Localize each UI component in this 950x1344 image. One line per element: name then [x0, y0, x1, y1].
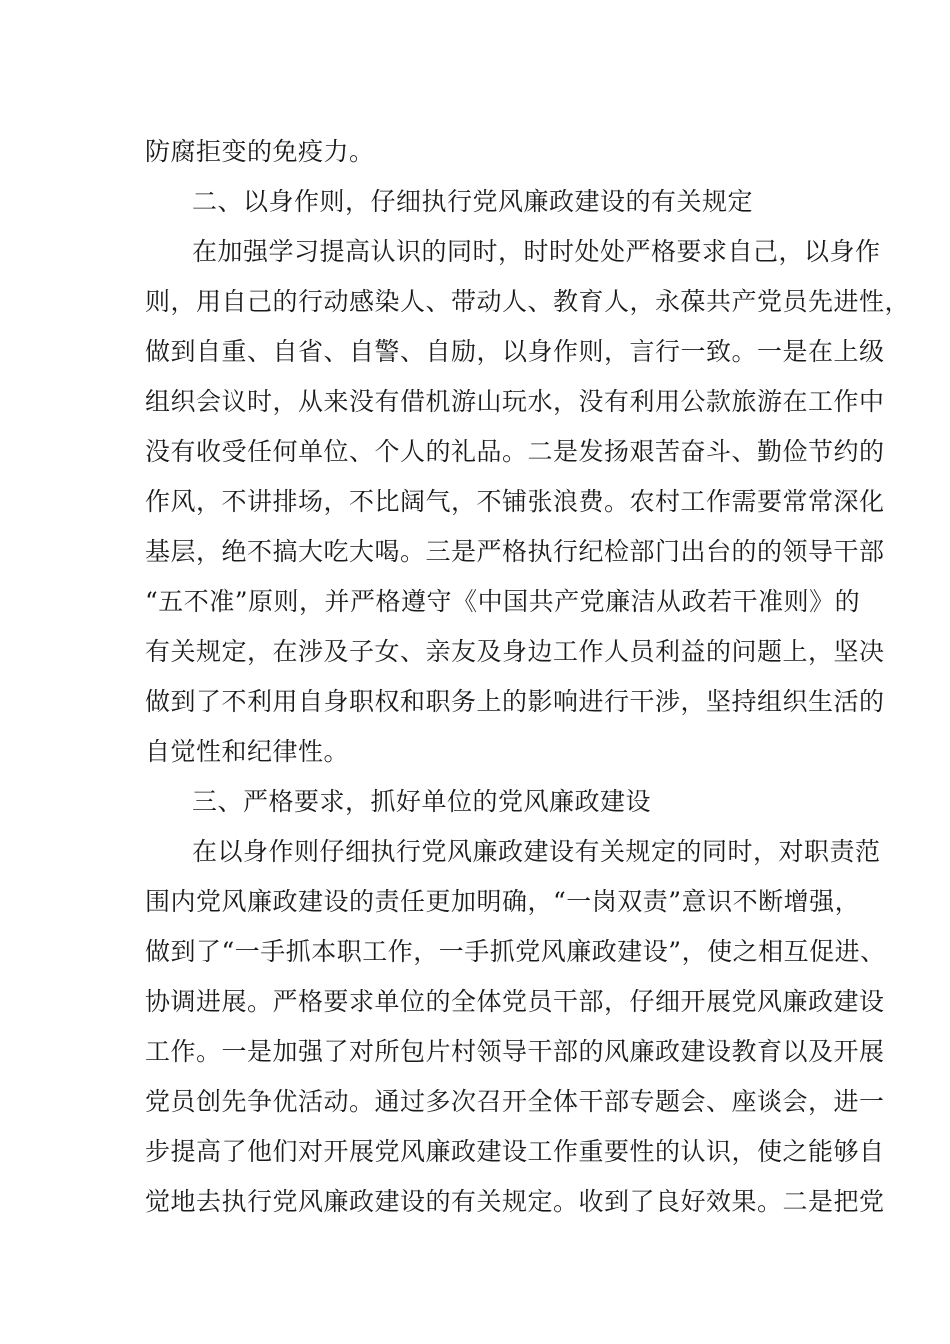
text-line: 组织会议时，从来没有借机游山玩水，没有利用公款旅游在工作中: [145, 387, 885, 416]
text-line: 没有收受任何单位、个人的礼品。二是发扬艰苦奋斗、勤俭节约的: [145, 437, 885, 466]
text-line: 围内党风廉政建设的责任更加明确，“一岗双责”意识不断增强，: [145, 887, 861, 916]
text-line: 在以身作则仔细执行党风廉政建设有关规定的同时，对职责范: [192, 837, 881, 866]
text-line: “五不准”原则，并严格遵守《中国共产党廉洁从政若干准则》的: [145, 587, 861, 616]
text-line: 协调进展。严格要求单位的全体党员干部，仔细开展党风廉政建设: [145, 987, 885, 1016]
text-line: 做到自重、自省、自警、自励，以身作则，言行一致。一是在上级: [145, 337, 885, 366]
text-line: 步提高了他们对开展党风廉政建设工作重要性的认识，使之能够自: [145, 1137, 885, 1166]
text-line: 做到了不利用自身职权和职务上的影响进行干涉，坚持组织生活的: [145, 687, 885, 716]
text-line: 则，用自己的行动感染人、带动人、教育人，永葆共产党员先进性，: [145, 287, 911, 316]
text-line: 觉地去执行党风廉政建设的有关规定。收到了良好效果。二是把党: [145, 1187, 885, 1216]
section-heading: 二、以身作则，仔细执行党风廉政建设的有关规定: [192, 187, 754, 216]
text-line: 做到了“一手抓本职工作，一手抓党风廉政建设”，使之相互促进、: [145, 937, 886, 966]
text-line: 有关规定，在涉及子女、亲友及身边工作人员利益的问题上，坚决: [145, 637, 885, 666]
text-line: 基层，绝不搞大吃大喝。三是严格执行纪检部门出台的的领导干部: [145, 537, 885, 566]
text-line: 在加强学习提高认识的同时，时时处处严格要求自己，以身作: [192, 237, 881, 266]
text-line: 自觉性和纪律性。: [145, 737, 350, 766]
text-line: 防腐拒变的免疫力。: [145, 137, 375, 166]
text-line: 党员创先争优活动。通过多次召开全体干部专题会、座谈会，进一: [145, 1087, 885, 1116]
section-heading: 三、严格要求，抓好单位的党风廉政建设: [192, 787, 652, 816]
text-line: 工作。一是加强了对所包片村领导干部的风廉政建设教育以及开展: [145, 1037, 885, 1066]
text-line: 作风，不讲排场，不比阔气，不铺张浪费。农村工作需要常常深化: [145, 487, 885, 516]
